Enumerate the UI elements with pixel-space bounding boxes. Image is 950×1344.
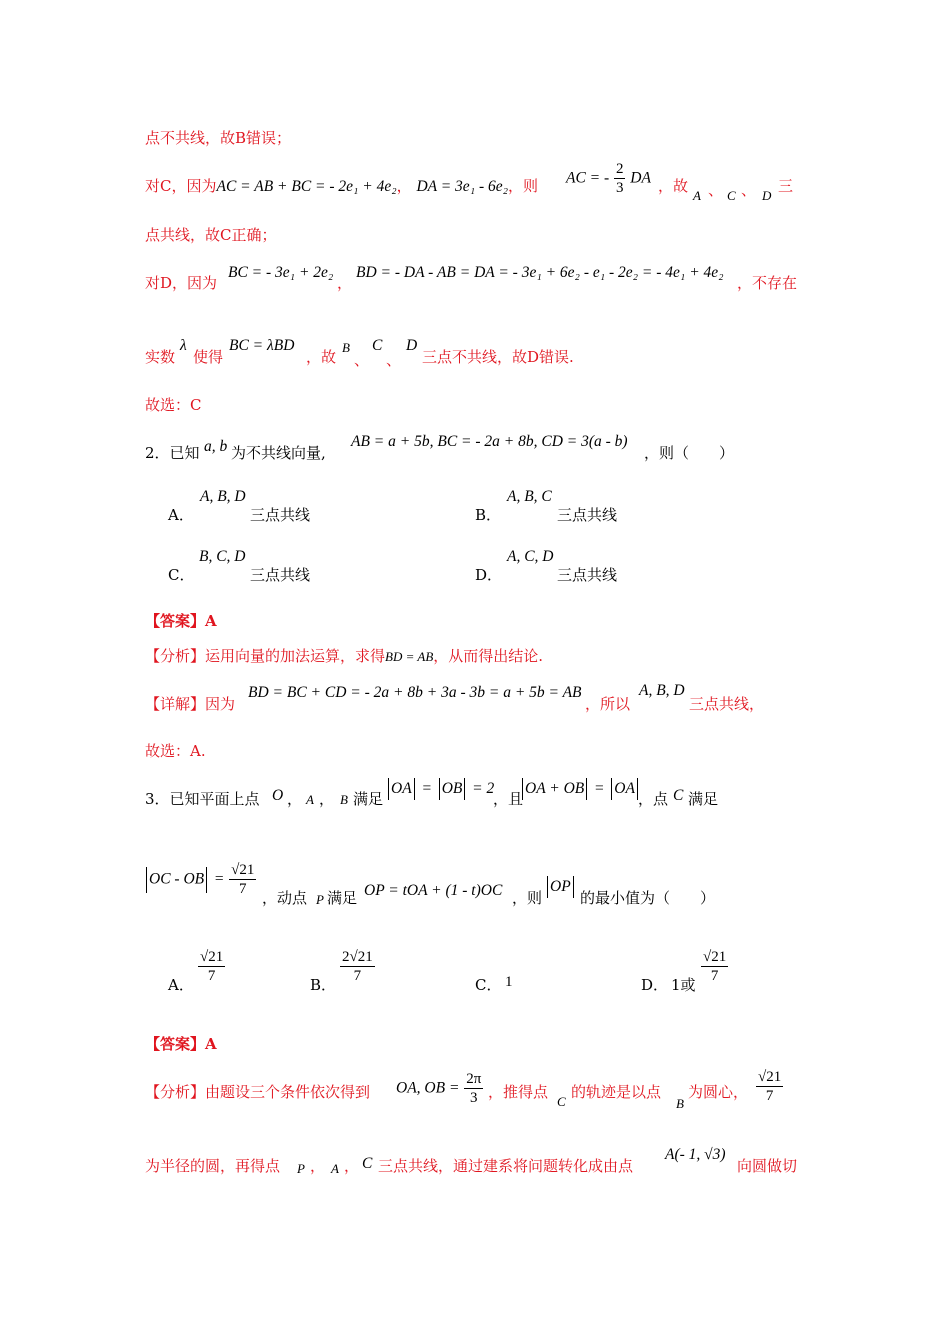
text-fragment: 对D，因为 bbox=[145, 274, 218, 292]
analysis bbox=[145, 646, 543, 667]
text-fragment: 三点共线， bbox=[689, 695, 765, 713]
text-fragment: 的最小值为（ ） bbox=[580, 889, 716, 907]
equation-part: AC = - bbox=[566, 169, 610, 187]
text-fragment: ， bbox=[319, 790, 335, 808]
point-label: C bbox=[727, 188, 736, 203]
choose: 故选：A. bbox=[145, 742, 206, 760]
equation bbox=[545, 876, 576, 898]
equation bbox=[756, 1068, 783, 1105]
option-c[interactable] bbox=[168, 548, 448, 588]
option-b[interactable] bbox=[475, 488, 755, 528]
option-label: D． bbox=[641, 976, 669, 994]
fraction bbox=[701, 948, 728, 985]
fraction bbox=[229, 861, 256, 898]
option-points: A, C, D bbox=[507, 548, 554, 565]
equation-part: = 2 bbox=[472, 780, 495, 797]
text-line bbox=[145, 273, 217, 293]
equation-part: = bbox=[421, 780, 432, 797]
equation-part: OA + OB bbox=[525, 780, 585, 797]
equation bbox=[396, 1070, 483, 1107]
numerator: √21 bbox=[758, 1069, 782, 1085]
point-label: C bbox=[362, 1155, 373, 1172]
fraction bbox=[340, 948, 375, 985]
equation bbox=[566, 160, 651, 197]
question-number: 2．已知 bbox=[145, 444, 200, 462]
denominator: 7 bbox=[765, 1088, 774, 1104]
text-fragment: 【分析】运用向量的加法运算，求得 bbox=[145, 647, 386, 665]
separator: 、 bbox=[708, 181, 724, 199]
text-fragment: ， bbox=[344, 1157, 360, 1175]
equation bbox=[228, 262, 333, 283]
point-coordinate: A(- 1, √3) bbox=[665, 1146, 726, 1163]
text-fragment: ，故 bbox=[306, 348, 337, 366]
text-line: 故选：C bbox=[145, 396, 202, 414]
variables: a, b bbox=[204, 438, 228, 455]
text-fragment: ，故 bbox=[658, 177, 689, 195]
numerator: 2 bbox=[615, 161, 624, 177]
equation bbox=[356, 262, 724, 283]
option-c[interactable] bbox=[475, 948, 575, 996]
option-points: A, B, C bbox=[507, 488, 552, 505]
text-fragment: ，动点 bbox=[262, 889, 308, 907]
option-text: 三点共线 bbox=[557, 506, 618, 524]
equation: BD = BC + CD = - 2a + 8b + 3a - 3b = a + 5b = AB bbox=[248, 684, 582, 701]
answer: 【答案】A bbox=[145, 1035, 217, 1053]
equation bbox=[144, 861, 256, 898]
point-label: A bbox=[693, 188, 701, 203]
option-text: 三点共线 bbox=[557, 566, 618, 584]
numerator: √21 bbox=[200, 949, 224, 965]
option-text: 三点共线 bbox=[250, 506, 311, 524]
text-fragment: 三 bbox=[778, 177, 794, 195]
text-fragment: ，则（ ） bbox=[644, 444, 735, 462]
text-fragment: 为圆心， bbox=[688, 1083, 749, 1101]
equation: BD = - DA - AB = DA = - 3e₁ + 6e₂ - e₁ - 2e₂ = - 4e₁ + 4e₂ bbox=[356, 264, 724, 281]
option-d[interactable] bbox=[475, 548, 755, 588]
separator: 、 bbox=[741, 181, 757, 199]
point-label: C bbox=[673, 787, 684, 804]
point-label: P bbox=[316, 892, 324, 907]
option-a[interactable] bbox=[168, 488, 448, 528]
option-label: A． bbox=[168, 506, 194, 524]
denominator: 7 bbox=[353, 968, 362, 984]
text-fragment: 为半径的圆，再得点 bbox=[145, 1157, 281, 1175]
point-label: A bbox=[306, 792, 314, 807]
detail-prefix: 【详解】因为 bbox=[145, 695, 236, 713]
numerator: 2π bbox=[466, 1071, 482, 1087]
denominator: 7 bbox=[207, 968, 216, 984]
point-label: O bbox=[272, 787, 284, 804]
equation-part: OA bbox=[391, 780, 412, 797]
option-points: B, C, D bbox=[199, 548, 246, 565]
numerator: √21 bbox=[703, 949, 727, 965]
equation-part: DA bbox=[630, 169, 651, 187]
text-fragment: 三点不共线，故D错误. bbox=[422, 348, 574, 366]
text-fragment: ，且 bbox=[493, 790, 524, 808]
option-text: 1 bbox=[505, 974, 513, 990]
option-text: 三点共线 bbox=[250, 566, 311, 584]
text-fragment: 满足 bbox=[353, 790, 384, 808]
text-fragment: ，不存在 bbox=[737, 274, 798, 292]
point-label: A bbox=[331, 1161, 339, 1176]
equation-part: = bbox=[213, 870, 225, 888]
text-fragment: 三点共线，通过建系将问题转化成由点 bbox=[378, 1157, 634, 1175]
text-fragment: ， bbox=[310, 1157, 326, 1175]
denominator: 3 bbox=[615, 180, 624, 196]
equation: BC = λBD bbox=[229, 337, 295, 354]
equation: BD = AB bbox=[385, 649, 434, 664]
text-fragment: 满足 bbox=[688, 790, 719, 808]
option-points: A, B, D bbox=[200, 488, 246, 505]
point-label: B bbox=[340, 792, 348, 807]
equation bbox=[386, 778, 494, 800]
point-label: D bbox=[406, 337, 418, 354]
denominator: 7 bbox=[710, 968, 719, 984]
text-fragment: ， bbox=[337, 274, 353, 292]
point-label: P bbox=[297, 1161, 305, 1176]
equation bbox=[520, 778, 640, 800]
denominator: 3 bbox=[469, 1090, 478, 1106]
point-label: C bbox=[557, 1094, 566, 1109]
text-fragment: ，所以 bbox=[585, 695, 631, 713]
text-fragment: ，从而得出结论. bbox=[433, 647, 544, 665]
option-b[interactable] bbox=[310, 948, 440, 996]
equation: OP = tOA + (1 - t)OC bbox=[364, 882, 503, 899]
text-fragment: 为不共线向量, bbox=[231, 444, 326, 462]
point-label: B bbox=[676, 1096, 684, 1111]
answer: 【答案】A bbox=[145, 612, 217, 630]
separator: 、 bbox=[386, 351, 402, 369]
lambda-symbol: λ bbox=[180, 337, 187, 354]
text-fragment: 向圆做切 bbox=[737, 1157, 798, 1175]
text-fragment: 的轨迹是以点 bbox=[571, 1083, 662, 1101]
equation-part: OA, OB = bbox=[396, 1079, 460, 1097]
equation-part: OC - OB bbox=[149, 870, 205, 888]
denominator: 7 bbox=[239, 881, 247, 897]
option-label: B． bbox=[475, 506, 502, 524]
equation: BC = - 3e₁ + 2e₂ bbox=[228, 264, 334, 281]
text-fragment: ， bbox=[287, 790, 303, 808]
numerator: √21 bbox=[231, 862, 255, 878]
point-label: C bbox=[372, 337, 383, 354]
option-label: B． bbox=[310, 976, 337, 994]
text-line: 点不共线，故B错误； bbox=[145, 129, 292, 147]
numerator: 2√21 bbox=[342, 949, 373, 965]
equation-part: OB bbox=[441, 780, 463, 797]
fraction bbox=[464, 1070, 483, 1107]
text-line: 点共线，故C正确； bbox=[145, 226, 277, 244]
text-fragment: 实数 bbox=[145, 348, 176, 366]
fraction bbox=[614, 160, 626, 197]
point-label: B bbox=[342, 340, 350, 355]
question-number: 3．已知平面上点 bbox=[145, 790, 260, 808]
analysis-prefix: 【分析】由题设三个条件依次得到 bbox=[145, 1083, 371, 1101]
text-fragment: 满足 bbox=[327, 889, 358, 907]
equation-part: OA bbox=[614, 780, 635, 797]
fraction bbox=[756, 1068, 783, 1105]
text-line bbox=[145, 176, 538, 197]
equation: DA = 3e₁ - 6e₂ bbox=[416, 178, 509, 195]
fraction bbox=[198, 948, 225, 985]
equation-part: = bbox=[594, 780, 605, 797]
point-label: D bbox=[762, 188, 772, 203]
text-fragment: ，点 bbox=[638, 790, 669, 808]
equation: AB = a + 5b, BC = - 2a + 8b, CD = 3(a - b) bbox=[351, 433, 628, 450]
equation-part: OP bbox=[550, 878, 571, 895]
text-fragment: 对C，因为 bbox=[145, 177, 217, 195]
text-fragment: 使得 bbox=[193, 348, 224, 366]
text-fragment: ，则 bbox=[508, 177, 539, 195]
equation: AC = AB + BC = - 2e₁ + 4e₂ bbox=[216, 178, 397, 195]
option-label: D． bbox=[475, 566, 503, 584]
option-d[interactable] bbox=[641, 948, 771, 996]
points: A, B, D bbox=[639, 682, 685, 699]
text-fragment: ， bbox=[396, 177, 412, 195]
option-a[interactable] bbox=[168, 948, 288, 996]
separator: 、 bbox=[354, 351, 370, 369]
text-fragment: ，推得点 bbox=[488, 1083, 549, 1101]
option-label: C． bbox=[168, 566, 195, 584]
option-label: A． bbox=[168, 976, 194, 994]
text-fragment: ，则 bbox=[512, 889, 543, 907]
option-label: C． bbox=[475, 976, 502, 994]
option-text: 1或 bbox=[671, 976, 696, 994]
